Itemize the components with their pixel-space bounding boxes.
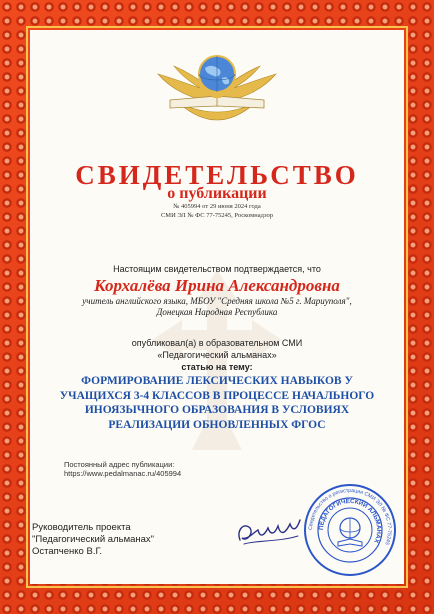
recipient-job-line1: учитель английского языка, МБОУ "Средняя школа №5 г. Мариуполя", (82, 296, 352, 306)
published-in-text: опубликовал(а) в образовательном СМИ (131, 338, 303, 348)
signatory-project: "Педагогический альманах" (32, 534, 155, 545)
address-label: Постоянный адрес публикации: (64, 460, 175, 469)
article-theme: ФОРМИРОВАНИЕ ЛЕКСИЧЕСКИХ НАВЫКОВ У УЧАЩИХСЯ 3-4 КЛАССОВ В ПРОЦЕССЕ НАЧАЛЬНОГО ИНОЯЗЫЧНОГО ОБРАЗОВАНИЯ В УСЛОВИЯХ РЕАЛИЗАЦИИ ОБНОВЛЕННЫХ ФГОС (59, 375, 375, 431)
certificate-title: СВИДЕТЕЛЬСТВО (75, 160, 359, 190)
svg-text:Свидетельство о регистрации СМ: Свидетельство о регистрации СМИ ЭЛ № ФС 77-75245 (307, 487, 393, 546)
article-topic-label: статью на тему: (181, 362, 253, 372)
certificate-subtitle: о публикации (167, 185, 267, 202)
publication-url[interactable]: https://www.pedalmanac.ru/405994 (64, 469, 182, 478)
recipient-job-line2: Донецкая Народная Республика (156, 307, 278, 317)
confirm-text: Настоящим свидетельством подтверждается, что (113, 264, 321, 274)
media-name: «Педагогический альманах» (157, 350, 277, 360)
handwritten-signature (234, 510, 304, 556)
official-stamp (302, 482, 398, 578)
signatory-role: Руководитель проекта (32, 522, 131, 533)
globe-book-emblem-icon (30, 30, 404, 140)
media-registration: СМИ ЭЛ № ФС 77-75245, Роскомнадзор (160, 212, 274, 219)
recipient-position (30, 296, 404, 318)
certificate-number: № 405994 от 29 июня 2024 года (173, 203, 261, 210)
certificate-page (30, 30, 404, 584)
svg-text:ПЕДАГОГИЧЕСКИЙ АЛЬМАНАХ: ПЕДАГОГИЧЕСКИЙ АЛЬМАНАХ (317, 497, 383, 545)
recipient-name: Корхалёва Ирина Александровна (94, 276, 340, 295)
signatory-name: Остапченко В.Г. (32, 546, 103, 557)
